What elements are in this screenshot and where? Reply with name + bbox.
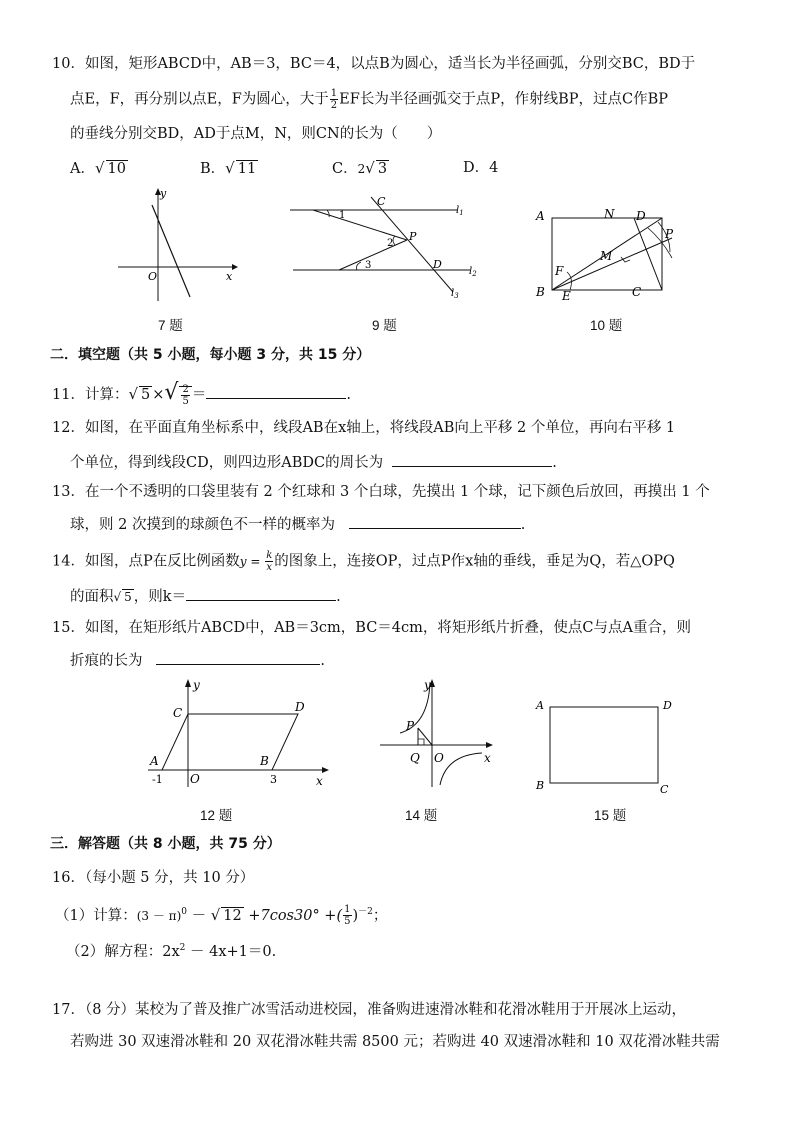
q13-number: 13．: [52, 484, 85, 500]
q10-line2: [70, 88, 668, 111]
figure-10: [530, 200, 690, 308]
q12-text-1: 如图，在平面直角坐标系中，线段AB在x轴上，将线段AB向上平移 2 个单位，再向右平移 1: [84, 420, 676, 436]
q14-text-2a: 的面积: [70, 589, 114, 605]
f12-c-label: C: [173, 706, 183, 720]
q10-text-2a: 点E，F，再分别以点E，F为圆心，大于: [70, 91, 329, 108]
option-b: B．√ 11: [200, 159, 257, 177]
f9-l1-label: $l_1$: [456, 205, 464, 217]
f14-x-label: x: [484, 751, 491, 765]
q10-line1: [52, 54, 695, 74]
frac-num: 1: [330, 88, 338, 99]
section-3-title: 三．解答题（共 8 小题，共 75 分）: [50, 836, 281, 852]
q10-line3: [70, 124, 441, 144]
q15-line1: [52, 618, 691, 638]
q11-fraction: $\frac{2}{5}$: [182, 383, 189, 407]
f9-angle2-label: 2: [387, 238, 394, 249]
q17-line2: 若购进 30 双速滑冰鞋和 20 双花滑冰鞋共需 8500 元；若购进 40 双速滑冰鞋和 10 双花滑冰鞋共需: [70, 1034, 720, 1050]
f14-y-label: y: [424, 678, 431, 692]
f9-d-label: D: [433, 258, 442, 271]
q15-answer-blank[interactable]: [156, 648, 320, 665]
q10-options: [70, 158, 570, 180]
frac-den: 2: [330, 100, 338, 111]
q11-sqrt5: 5: [141, 387, 151, 403]
f15-d-label: D: [663, 699, 672, 712]
q16-sqrt12: 12: [223, 907, 242, 924]
q14-fraction: $\frac{k}{x}$: [266, 550, 273, 573]
option-d: D．4: [463, 160, 499, 176]
caption-10: 10 题: [590, 318, 623, 333]
f12-d-label: D: [295, 700, 305, 714]
q11-times: ×: [152, 387, 165, 403]
figure-9: [285, 192, 485, 302]
q14-text-a: 如图，点P在反比例函数: [84, 553, 240, 570]
option-c: C．2√ 3: [332, 159, 388, 177]
f10-c-label: C: [632, 285, 642, 299]
f10-p-label: P: [665, 227, 674, 241]
section-2-title: 二．填空题（共 5 小题，每小题 3 分，共 15 分）: [50, 347, 371, 363]
f9-c-label: C: [377, 195, 386, 208]
f9-angle1-label: 1: [339, 210, 346, 221]
f12-x-label: x: [316, 774, 323, 788]
f15-a-label: A: [536, 699, 544, 712]
caption-14: 14 题: [405, 808, 438, 823]
f12-a-label: A: [150, 754, 159, 768]
q11-prefix: 计算：: [84, 387, 129, 403]
figure-7: [110, 185, 245, 305]
q13-answer-blank[interactable]: [349, 512, 521, 529]
caption-12: 12 题: [200, 808, 233, 823]
q12-answer-blank[interactable]: [392, 450, 552, 467]
q14-sqrt5: 5: [124, 590, 132, 604]
q17-line1: 17．（8 分）某校为了普及推广冰雪活动进校园，准备购进速滑冰鞋和花滑冰鞋用于开展冰上运动，: [52, 1002, 687, 1018]
q14-answer-blank[interactable]: [186, 584, 336, 601]
q15-line2: 折痕的长为 .: [70, 648, 325, 671]
f9-l2-label: $l_2$: [469, 266, 477, 278]
q12-number: 12．: [52, 420, 85, 436]
f14-q-label: Q: [410, 751, 420, 765]
q15-text-2: 折痕的长为: [70, 653, 143, 669]
f10-n-label: N: [604, 207, 615, 221]
f10-a-label: A: [536, 209, 545, 223]
q15-number: 15．: [52, 620, 85, 636]
q13-text-2: 球，则 2 次摸到的球颜色不一样的概率为: [70, 517, 335, 533]
f9-p-label: P: [409, 230, 417, 243]
q12-text-2: 个单位，得到线段CD，则四边形ABDC的周长为: [70, 455, 384, 471]
f12-neg1-label: -1: [152, 773, 163, 786]
q16-part2: （2）解方程：$2x^2 - 4x+1=0$.: [66, 943, 277, 960]
q11-eq: ＝: [191, 387, 207, 403]
q11-number: 11．: [52, 387, 85, 403]
q15-text-1: 如图，在矩形纸片ABCD中，AB＝3cm，BC＝4cm，将矩形纸片折叠，使点C与点A重合，则: [84, 620, 691, 636]
q14-line1: 14．如图，点P在反比例函数y = $\frac{k}{x}$ 的图象上，连接OP，过点P作x轴的垂线，垂足为Q，若△OPQ: [52, 550, 675, 573]
f9-l3-label: $l_3$: [451, 288, 459, 300]
q16-part1: （1）计算：$(3 - \pi)^0$ － √ 12 +7cos30° +( $\frac{1}{5}$ )$^{-2}$；: [55, 904, 388, 928]
option-a: A．√ 10: [70, 159, 126, 177]
figure-12: [140, 675, 340, 790]
q14-text-2b: ，则k＝: [133, 589, 187, 605]
q12-line2: 个单位，得到线段CD，则四边形ABDC的周长为 .: [70, 450, 557, 473]
f15-b-label: B: [536, 779, 545, 792]
caption-9: 9 题: [372, 318, 397, 333]
f10-e-label: E: [562, 289, 571, 303]
q16-header: 16．（每小题 5 分，共 10 分）: [52, 870, 255, 886]
q13-text-1: 在一个不透明的口袋里装有 2 个红球和 3 个白球，先摸出 1 个球，记下颜色后放回，再摸出 1 个: [84, 484, 710, 500]
f12-origin-label: O: [190, 772, 200, 786]
q11-answer-blank[interactable]: [206, 382, 346, 399]
q14-line2: 的面积√ 5 ，则k＝ .: [70, 584, 341, 607]
f12-three-label: 3: [270, 773, 277, 786]
half-fraction: [330, 88, 338, 111]
q10-number: 10．: [52, 56, 85, 72]
f14-p-label: P: [406, 719, 415, 733]
q14-number: 14．: [52, 553, 85, 570]
q10-text-2b: EF长为半径画弧交于点P，作射线BP，过点C作BP: [339, 91, 668, 108]
f10-b-label: B: [536, 285, 545, 299]
f7-origin-label: O: [148, 270, 158, 283]
q16-fraction: $\frac{1}{5}$: [344, 904, 351, 928]
f12-y-label: y: [193, 678, 200, 692]
q13-line1: [52, 482, 710, 502]
f9-angle3-label: 3: [365, 260, 372, 271]
f15-c-label: C: [660, 783, 669, 796]
f12-b-label: B: [260, 754, 269, 768]
caption-7: 7 题: [158, 318, 183, 333]
f7-y-label: y: [160, 187, 167, 200]
caption-15: 15 题: [594, 808, 627, 823]
f7-x-label: x: [226, 270, 233, 283]
q12-line1: [52, 418, 675, 438]
figure-14: [378, 675, 498, 790]
f10-d-label: D: [636, 209, 646, 223]
f10-f-label: F: [555, 264, 564, 278]
q14-text-b: 的图象上，连接OP，过点P作x轴的垂线，垂足为Q，若△OPQ: [274, 553, 675, 570]
figure-15: [530, 695, 680, 797]
q13-line2: 球，则 2 次摸到的球颜色不一样的概率为 .: [70, 512, 525, 535]
q11-line: 11．计算：√ 5 ×√ $\frac{2}{5}$ ＝ .: [52, 380, 351, 407]
f14-origin-label: O: [434, 751, 444, 765]
q10-text-1: 如图，矩形ABCD中，AB＝3，BC＝4，以点B为圆心，适当长为半径画弧，分别交BC，BD于: [84, 56, 696, 72]
q10-text-3: 的垂线分别交BD，AD于点M，N，则CN的长为（ ）: [70, 126, 442, 142]
f10-m-label: M: [600, 249, 613, 263]
